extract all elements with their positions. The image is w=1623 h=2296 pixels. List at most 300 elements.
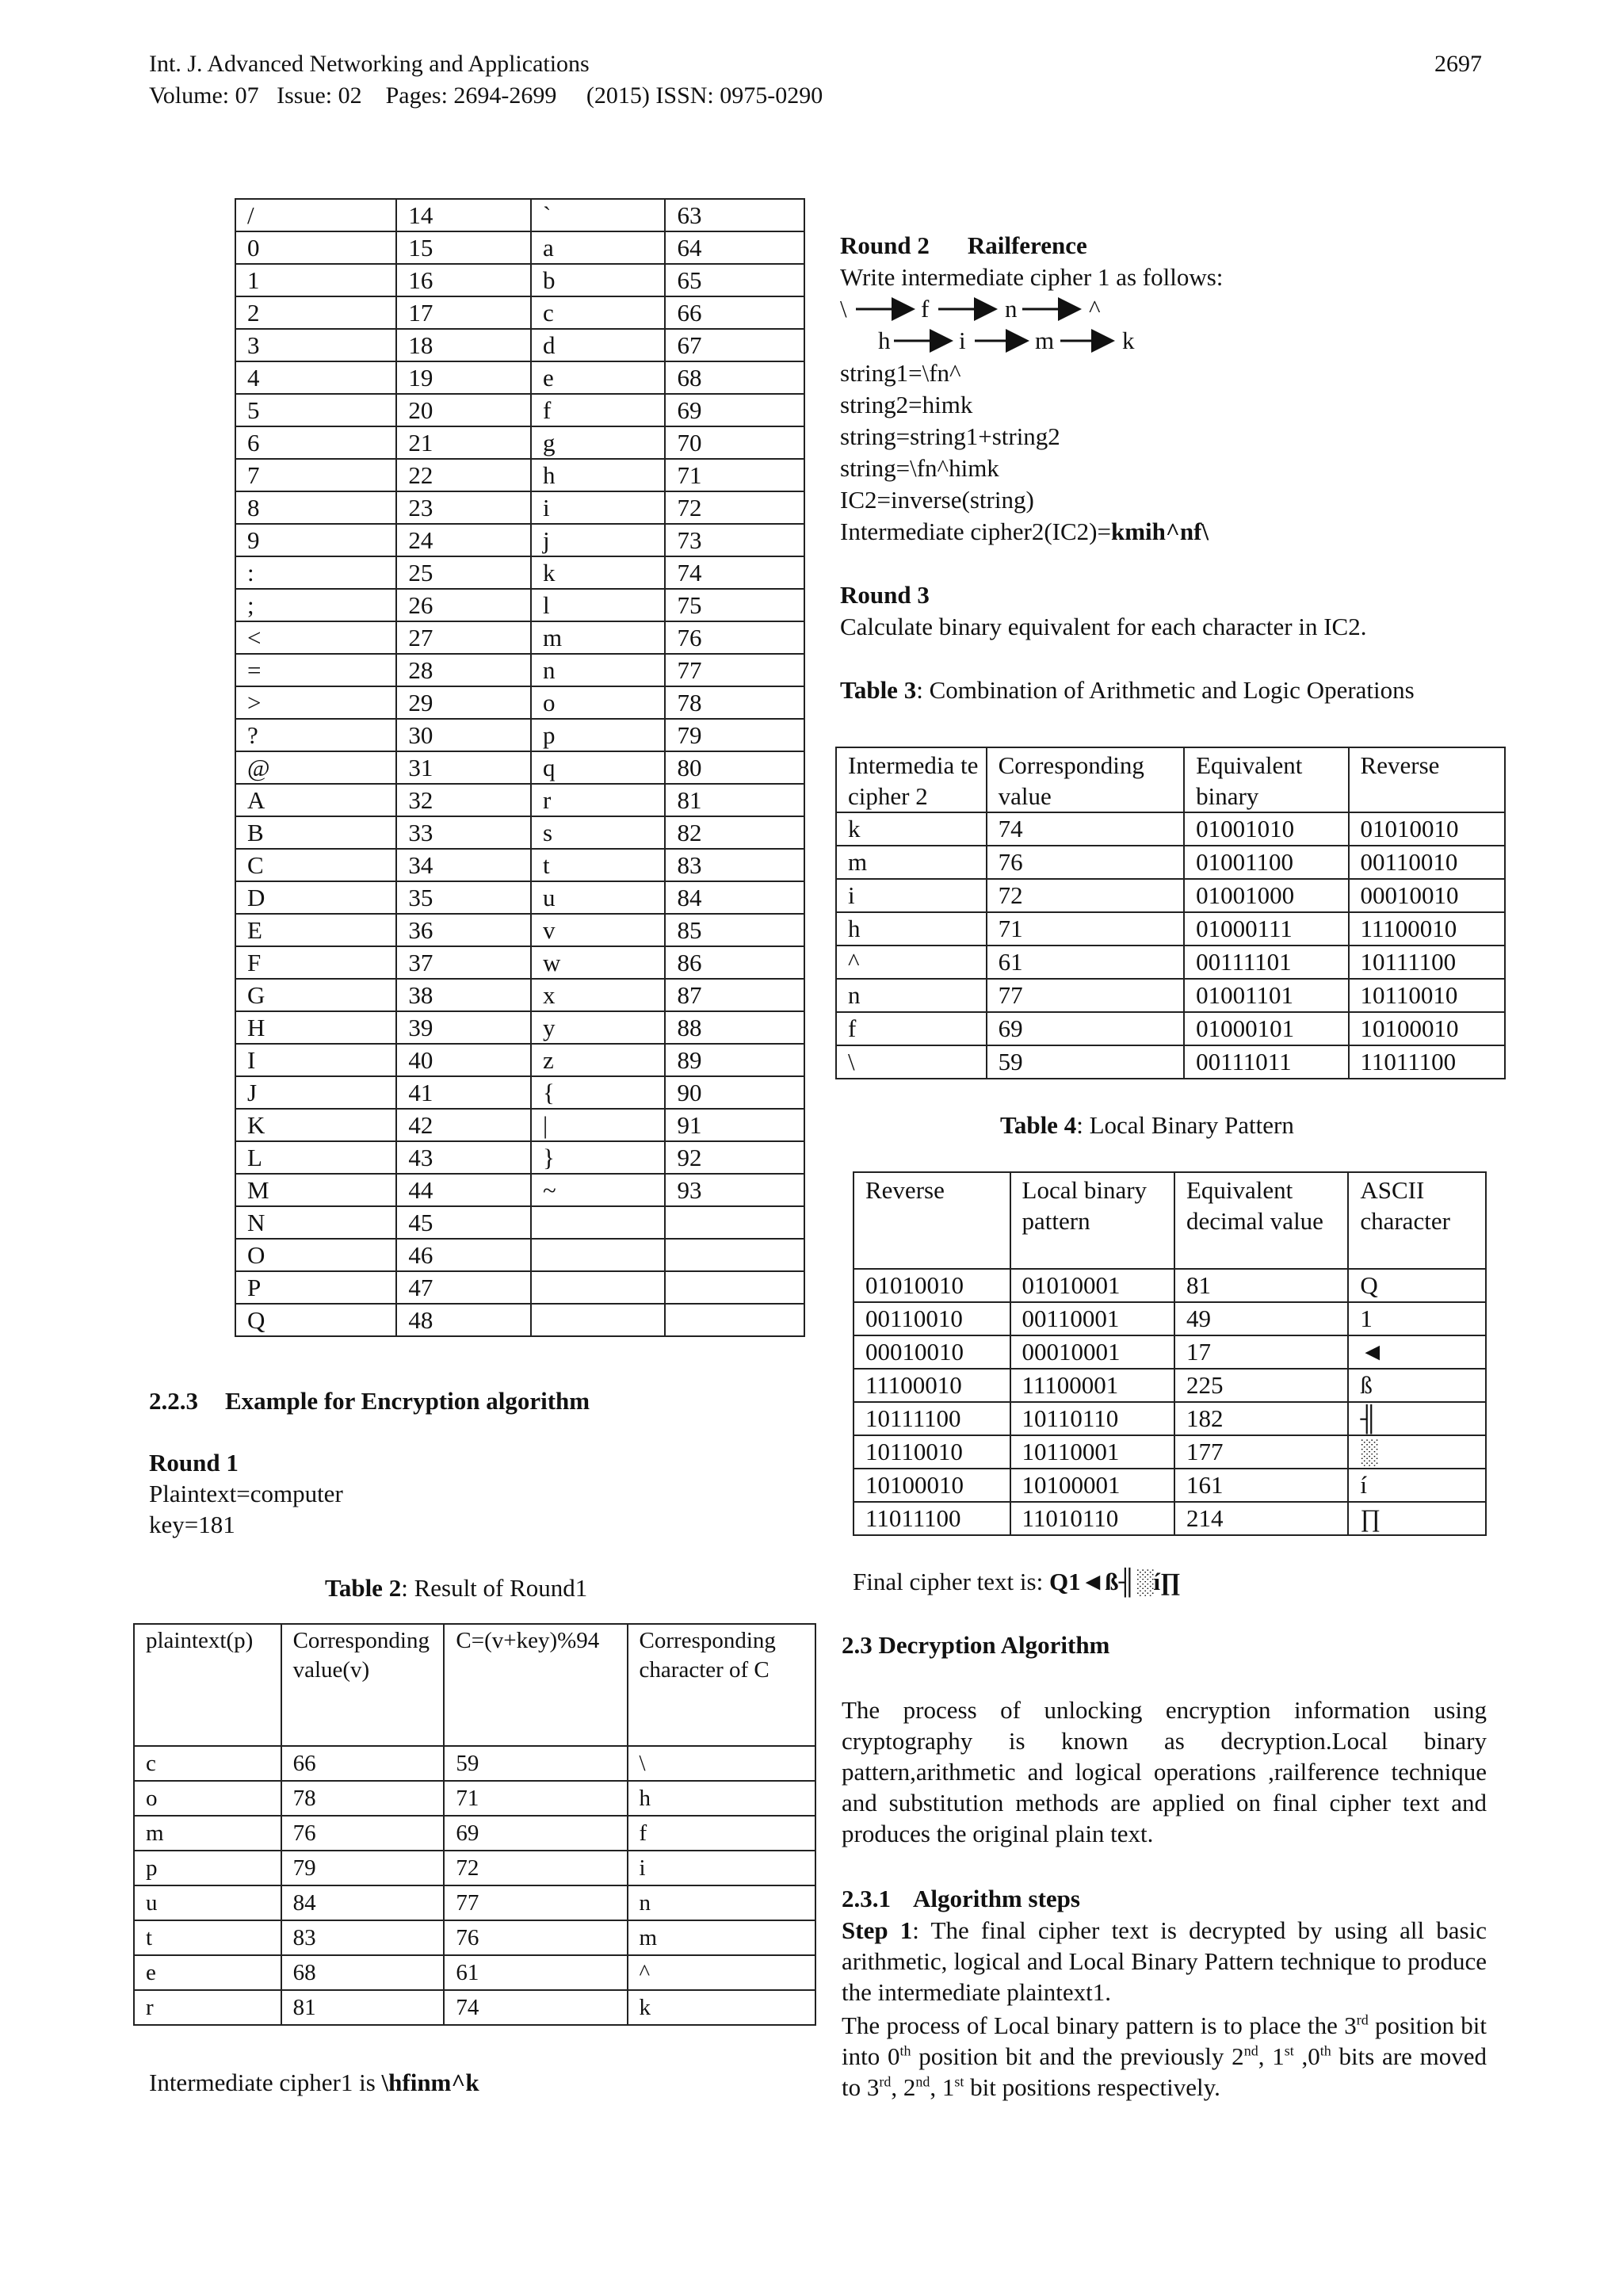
table-cell: 28 — [396, 654, 531, 686]
ascii-table-row — [235, 491, 804, 524]
table-cell: 59 — [987, 1045, 1185, 1079]
table-cell: 26 — [396, 589, 531, 621]
table-cell: B — [235, 816, 396, 849]
table-cell: 73 — [665, 524, 804, 556]
ascii-table-row — [235, 1304, 804, 1336]
ascii-table-row — [235, 1174, 804, 1206]
table-cell: 161 — [1174, 1469, 1348, 1502]
table-cell: ^ — [628, 1955, 815, 1990]
table-cell — [531, 1271, 666, 1304]
table-cell: x — [531, 979, 666, 1011]
round3-heading: Round 3 — [840, 581, 930, 609]
table-cell — [665, 1239, 804, 1271]
table-header-cell: Reverse — [854, 1172, 1010, 1269]
table-header-cell: Corresponding value — [987, 747, 1185, 812]
table-cell: 69 — [665, 394, 804, 426]
journal-title: Int. J. Advanced Networking and Applications — [149, 51, 590, 77]
intermediate-cipher2: Intermediate cipher2(IC2)=kmih^nf\ — [840, 518, 1209, 545]
ascii-table-row — [235, 719, 804, 751]
table-cell: H — [235, 1011, 396, 1044]
table-cell: u — [531, 881, 666, 914]
ascii-table-row — [235, 654, 804, 686]
ascii-table-row — [235, 1011, 804, 1044]
ic2-inverse-line: IC2=inverse(string) — [840, 486, 1034, 514]
table-cell: 69 — [444, 1816, 627, 1851]
table-cell: 38 — [396, 979, 531, 1011]
table-header-cell: Corresponding character of C — [628, 1624, 815, 1746]
table-cell: 78 — [665, 686, 804, 719]
string1-line: string1=\fn^ — [840, 359, 961, 387]
table-cell: 92 — [665, 1141, 804, 1174]
table-cell: 34 — [396, 849, 531, 881]
ascii-table-row — [235, 686, 804, 719]
table-cell: 1 — [235, 264, 396, 296]
table-cell: L — [235, 1141, 396, 1174]
section-heading-231: 2.3.1 Algorithm steps — [842, 1885, 1080, 1912]
table-cell: M — [235, 1174, 396, 1206]
round2-intro: Write intermediate cipher 1 as follows: — [840, 263, 1224, 291]
table-cell: 93 — [665, 1174, 804, 1206]
table-cell: 1 — [1348, 1302, 1486, 1335]
table-cell: 76 — [665, 621, 804, 654]
table-cell: 83 — [665, 849, 804, 881]
table-cell: 214 — [1174, 1502, 1348, 1535]
table-cell: a — [531, 231, 666, 264]
table4-row — [854, 1269, 1486, 1302]
table-cell: 42 — [396, 1109, 531, 1141]
table-cell: D — [235, 881, 396, 914]
table-cell: 00110010 — [1349, 846, 1505, 879]
table4-row — [854, 1369, 1486, 1402]
table-cell: 90 — [665, 1076, 804, 1109]
table-cell: n — [531, 654, 666, 686]
table-cell: 00110010 — [854, 1302, 1010, 1335]
table-cell: : — [235, 556, 396, 589]
table-cell: n — [628, 1885, 815, 1920]
table-cell — [665, 1304, 804, 1336]
ascii-table-row — [235, 849, 804, 881]
table-cell: 11011100 — [854, 1502, 1010, 1535]
table-cell: t — [531, 849, 666, 881]
table-cell: 22 — [396, 459, 531, 491]
table-cell: 10110010 — [854, 1435, 1010, 1469]
table2-row — [134, 1781, 815, 1816]
railfence-diagram — [840, 293, 1173, 360]
table-cell: 84 — [665, 881, 804, 914]
table-cell: 10100010 — [854, 1469, 1010, 1502]
table-cell: 10100010 — [1349, 1012, 1505, 1045]
ascii-table-row — [235, 329, 804, 361]
decryption-paragraph: The process of unlocking encryption information using cryptography is known as decryption.Local binary pattern,arithmetic and logical operations ,railference technique and substitution methods are applied on final cipher text and produces the original plain text. — [842, 1696, 1487, 1847]
rail-top-3: ^ — [1089, 295, 1101, 323]
table-cell: f — [628, 1816, 815, 1851]
table-cell: h — [628, 1781, 815, 1816]
table-cell: 71 — [444, 1781, 627, 1816]
ascii-table-row — [235, 914, 804, 946]
table-header-cell: Equivalent decimal value — [1174, 1172, 1348, 1269]
table-cell: 00010010 — [1349, 879, 1505, 912]
table4-row — [854, 1502, 1486, 1535]
table-header-cell: Reverse — [1349, 747, 1505, 812]
table-cell: 17 — [1174, 1335, 1348, 1369]
ascii-table-row — [235, 751, 804, 784]
table-cell: f — [531, 394, 666, 426]
table-header-cell: Local binary pattern — [1010, 1172, 1174, 1269]
table4-row — [854, 1469, 1486, 1502]
table-cell: 68 — [665, 361, 804, 394]
table-cell: p — [531, 719, 666, 751]
table-cell: 14 — [396, 199, 531, 231]
table-cell: 3 — [235, 329, 396, 361]
table-cell: E — [235, 914, 396, 946]
table-cell: d — [531, 329, 666, 361]
plaintext-line: Plaintext=computer — [149, 1480, 343, 1507]
table-cell: 85 — [665, 914, 804, 946]
table-cell: h — [531, 459, 666, 491]
table-cell: 80 — [665, 751, 804, 784]
table-cell: 21 — [396, 426, 531, 459]
rail-bottom-3: k — [1122, 327, 1135, 354]
rail-bottom-1: i — [959, 327, 966, 354]
table-cell — [665, 1206, 804, 1239]
table3-row — [836, 912, 1505, 946]
table-cell: o — [134, 1781, 281, 1816]
table-cell: 45 — [396, 1206, 531, 1239]
table-cell: 68 — [281, 1955, 445, 1990]
ascii-table-row — [235, 1141, 804, 1174]
table-cell: 4 — [235, 361, 396, 394]
table-cell: 10110001 — [1010, 1435, 1174, 1469]
table-cell: 29 — [396, 686, 531, 719]
table-cell: 44 — [396, 1174, 531, 1206]
table-cell: ` — [531, 199, 666, 231]
ascii-table-row — [235, 524, 804, 556]
table-cell: m — [628, 1920, 815, 1955]
table-cell: 10111100 — [854, 1402, 1010, 1435]
table-cell: C — [235, 849, 396, 881]
table-cell: 2 — [235, 296, 396, 329]
table-cell: F — [235, 946, 396, 979]
table2-row — [134, 1920, 815, 1955]
table-cell: K — [235, 1109, 396, 1141]
table-cell: 11010110 — [1010, 1502, 1174, 1535]
string-value-line: string=\fn^himk — [840, 454, 999, 482]
table3-row — [836, 979, 1505, 1012]
table-cell: N — [235, 1206, 396, 1239]
table-cell: 74 — [987, 812, 1185, 846]
table-cell: b — [531, 264, 666, 296]
table-cell: \ — [836, 1045, 987, 1079]
table-cell: > — [235, 686, 396, 719]
ascii-table-row — [235, 1239, 804, 1271]
table-cell: ∏ — [1348, 1502, 1486, 1535]
table-cell: q — [531, 751, 666, 784]
table-cell: 83 — [281, 1920, 445, 1955]
table-cell: e — [531, 361, 666, 394]
ascii-table-row — [235, 784, 804, 816]
table-cell: p — [134, 1851, 281, 1885]
table-cell: ╢ — [1348, 1402, 1486, 1435]
table-cell: | — [531, 1109, 666, 1141]
table-cell: k — [628, 1990, 815, 2025]
table-cell: 20 — [396, 394, 531, 426]
ascii-table-row — [235, 1076, 804, 1109]
rail-top-2: n — [1005, 295, 1018, 323]
table-cell: 41 — [396, 1076, 531, 1109]
table-cell: 9 — [235, 524, 396, 556]
table-cell: 00110001 — [1010, 1302, 1174, 1335]
table-cell: 01000111 — [1184, 912, 1348, 946]
ascii-table-row — [235, 881, 804, 914]
table2-row — [134, 1816, 815, 1851]
ascii-table-row — [235, 946, 804, 979]
table-cell: } — [531, 1141, 666, 1174]
ascii-table-row — [235, 589, 804, 621]
table-cell: 66 — [281, 1746, 445, 1781]
ascii-table-row — [235, 426, 804, 459]
table4-header-row — [854, 1172, 1486, 1269]
table-cell: 8 — [235, 491, 396, 524]
rail-arrows — [840, 293, 1173, 360]
table-cell: 86 — [665, 946, 804, 979]
table4-row — [854, 1402, 1486, 1435]
table-cell: 01001101 — [1184, 979, 1348, 1012]
table4-row — [854, 1302, 1486, 1335]
table-cell: 6 — [235, 426, 396, 459]
table-cell: 35 — [396, 881, 531, 914]
table-cell: 10110110 — [1010, 1402, 1174, 1435]
table3-header-row — [836, 747, 1505, 812]
table-cell: 46 — [396, 1239, 531, 1271]
table-cell: O — [235, 1239, 396, 1271]
ascii-table-row — [235, 264, 804, 296]
table-cell: 00010001 — [1010, 1335, 1174, 1369]
table-cell: 70 — [665, 426, 804, 459]
table-cell: 89 — [665, 1044, 804, 1076]
table-cell: 74 — [444, 1990, 627, 2025]
table-cell: 79 — [665, 719, 804, 751]
table-cell: 82 — [665, 816, 804, 849]
table-cell: 72 — [665, 491, 804, 524]
table-cell: 81 — [281, 1990, 445, 2025]
table-cell: 78 — [281, 1781, 445, 1816]
table-cell: 66 — [665, 296, 804, 329]
table-header-cell: C=(v+key)%94 — [444, 1624, 627, 1746]
table-cell: ^ — [836, 946, 987, 979]
table-cell: 10110010 — [1349, 979, 1505, 1012]
table4-row — [854, 1335, 1486, 1369]
table-cell: 64 — [665, 231, 804, 264]
table-header-cell: Intermedia te cipher 2 — [836, 747, 987, 812]
table-cell: 01001000 — [1184, 879, 1348, 912]
table-cell: A — [235, 784, 396, 816]
table-cell: 18 — [396, 329, 531, 361]
table-cell: 87 — [665, 979, 804, 1011]
table-cell: i — [628, 1851, 815, 1885]
table-cell: 00111011 — [1184, 1045, 1348, 1079]
table-cell: m — [531, 621, 666, 654]
table-cell: h — [836, 912, 987, 946]
table-cell: 74 — [665, 556, 804, 589]
table-cell: 71 — [665, 459, 804, 491]
table2-row — [134, 1990, 815, 2025]
table-cell: 30 — [396, 719, 531, 751]
table-header-cell: ASCII character — [1348, 1172, 1486, 1269]
table-cell: 61 — [987, 946, 1185, 979]
ascii-table-row — [235, 1206, 804, 1239]
table-cell: 81 — [665, 784, 804, 816]
table-cell: 11100010 — [1349, 912, 1505, 946]
table-cell: 36 — [396, 914, 531, 946]
table-cell: k — [531, 556, 666, 589]
table-cell: 39 — [396, 1011, 531, 1044]
table-cell: r — [134, 1990, 281, 2025]
table-cell: 11011100 — [1349, 1045, 1505, 1079]
table-cell: 77 — [665, 654, 804, 686]
table-cell: / — [235, 199, 396, 231]
table-cell: ? — [235, 719, 396, 751]
table-cell: G — [235, 979, 396, 1011]
table-cell: 72 — [444, 1851, 627, 1885]
table-cell: y — [531, 1011, 666, 1044]
table2-row — [134, 1746, 815, 1781]
ascii-table-row — [235, 1044, 804, 1076]
ascii-table-row — [235, 1271, 804, 1304]
table2-caption: Table 2: Result of Round1 — [325, 1574, 588, 1602]
rail-bottom-2: m — [1035, 327, 1055, 354]
rail-bottom-0: h — [878, 327, 891, 354]
table-cell: c — [531, 296, 666, 329]
table-cell: I — [235, 1044, 396, 1076]
ascii-table-row — [235, 394, 804, 426]
table-cell: 7 — [235, 459, 396, 491]
ascii-table-row — [235, 556, 804, 589]
table-cell: 01010010 — [1349, 812, 1505, 846]
ascii-table-row — [235, 361, 804, 394]
table-cell: 48 — [396, 1304, 531, 1336]
key-line: key=181 — [149, 1511, 235, 1538]
table3-row — [836, 1012, 1505, 1045]
table-cell: 77 — [987, 979, 1185, 1012]
table-cell: 11100010 — [854, 1369, 1010, 1402]
round1-result-table — [133, 1623, 816, 2026]
table-cell: 00010010 — [854, 1335, 1010, 1369]
table-cell: 75 — [665, 589, 804, 621]
table-cell: { — [531, 1076, 666, 1109]
table-cell: < — [235, 621, 396, 654]
table-cell: z — [531, 1044, 666, 1076]
table-cell: 01010001 — [1010, 1269, 1174, 1302]
table4-row — [854, 1435, 1486, 1469]
local-binary-pattern-table — [853, 1171, 1487, 1536]
table-cell: 01001010 — [1184, 812, 1348, 846]
string-concat-line: string=string1+string2 — [840, 422, 1060, 450]
table-cell: 01010010 — [854, 1269, 1010, 1302]
table-cell: 0 — [235, 231, 396, 264]
table-cell — [531, 1239, 666, 1271]
intermediate-cipher1: Intermediate cipher1 is \hfinm^k — [149, 2069, 479, 2096]
table-cell: 76 — [987, 846, 1185, 879]
table-header-cell: Corresponding value(v) — [281, 1624, 445, 1746]
volume-line: Volume: 07 Issue: 02 Pages: 2694-2699 (2015) ISSN: 0975-0290 — [149, 82, 823, 109]
table-cell: 72 — [987, 879, 1185, 912]
ascii-value-table — [235, 198, 805, 1337]
table-cell: 23 — [396, 491, 531, 524]
table3-row — [836, 846, 1505, 879]
table-cell: @ — [235, 751, 396, 784]
round3-text: Calculate binary equivalent for each character in IC2. — [840, 613, 1367, 640]
table-cell: 63 — [665, 199, 804, 231]
ascii-table-row — [235, 1109, 804, 1141]
table-cell: v — [531, 914, 666, 946]
table-header-cell: Equivalent binary — [1184, 747, 1348, 812]
round1-heading: Round 1 — [149, 1449, 239, 1477]
table-cell: 27 — [396, 621, 531, 654]
table-cell: = — [235, 654, 396, 686]
table2-row — [134, 1851, 815, 1885]
table-cell: ; — [235, 589, 396, 621]
table-cell: ß — [1348, 1369, 1486, 1402]
table-cell: 59 — [444, 1746, 627, 1781]
table-cell: 69 — [987, 1012, 1185, 1045]
section-heading-223: 2.2.3 Example for Encryption algorithm — [149, 1387, 590, 1415]
table2-row — [134, 1885, 815, 1920]
table-cell: J — [235, 1076, 396, 1109]
table-cell: 11100001 — [1010, 1369, 1174, 1402]
table-cell: \ — [628, 1746, 815, 1781]
table-cell: g — [531, 426, 666, 459]
table3-row — [836, 879, 1505, 912]
table3-caption: Table 3: Combination of Arithmetic and Logic Operations — [840, 676, 1415, 704]
table-cell: ░ — [1348, 1435, 1486, 1469]
ascii-table-row — [235, 231, 804, 264]
lbp-process-paragraph: The process of Local binary pattern is to place the 3rd position bit into 0th position bit and the previously 2nd, 1st ,0th bits are moved to 3rd, 2nd, 1st bit positions respectively. — [842, 2011, 1487, 2101]
table-cell: ◄ — [1348, 1335, 1486, 1369]
table-cell: 37 — [396, 946, 531, 979]
table-cell: 43 — [396, 1141, 531, 1174]
round2-heading: Round 2 Railference — [840, 231, 1087, 259]
final-cipher-text: Final cipher text is: Q1◄ß╢░í∏ — [853, 1568, 1181, 1595]
table-cell: m — [134, 1816, 281, 1851]
table-cell: m — [836, 846, 987, 879]
table-cell: w — [531, 946, 666, 979]
ascii-table-row — [235, 296, 804, 329]
table-cell — [531, 1206, 666, 1239]
table-cell: j — [531, 524, 666, 556]
table-cell — [665, 1271, 804, 1304]
ascii-table-row — [235, 199, 804, 231]
table-header-cell: plaintext(p) — [134, 1624, 281, 1746]
table-cell: 40 — [396, 1044, 531, 1076]
table-cell: c — [134, 1746, 281, 1781]
table-cell: í — [1348, 1469, 1486, 1502]
table-cell: t — [134, 1920, 281, 1955]
table-cell: u — [134, 1885, 281, 1920]
table-cell: 25 — [396, 556, 531, 589]
table-cell: 10111100 — [1349, 946, 1505, 979]
table4-caption: Table 4: Local Binary Pattern — [1000, 1111, 1294, 1139]
table3-row — [836, 1045, 1505, 1079]
table-cell: r — [531, 784, 666, 816]
table-cell: n — [836, 979, 987, 1012]
table-cell: 71 — [987, 912, 1185, 946]
table-cell: 01001100 — [1184, 846, 1348, 879]
step1-paragraph: Step 1: The final cipher text is decrypted by using all basic arithmetic, logical and Local Binary Pattern technique to produce the intermediate plaintext1. — [842, 1916, 1487, 2006]
table-cell: 81 — [1174, 1269, 1348, 1302]
table-cell: s — [531, 816, 666, 849]
table2-row — [134, 1955, 815, 1990]
table-cell: i — [531, 491, 666, 524]
